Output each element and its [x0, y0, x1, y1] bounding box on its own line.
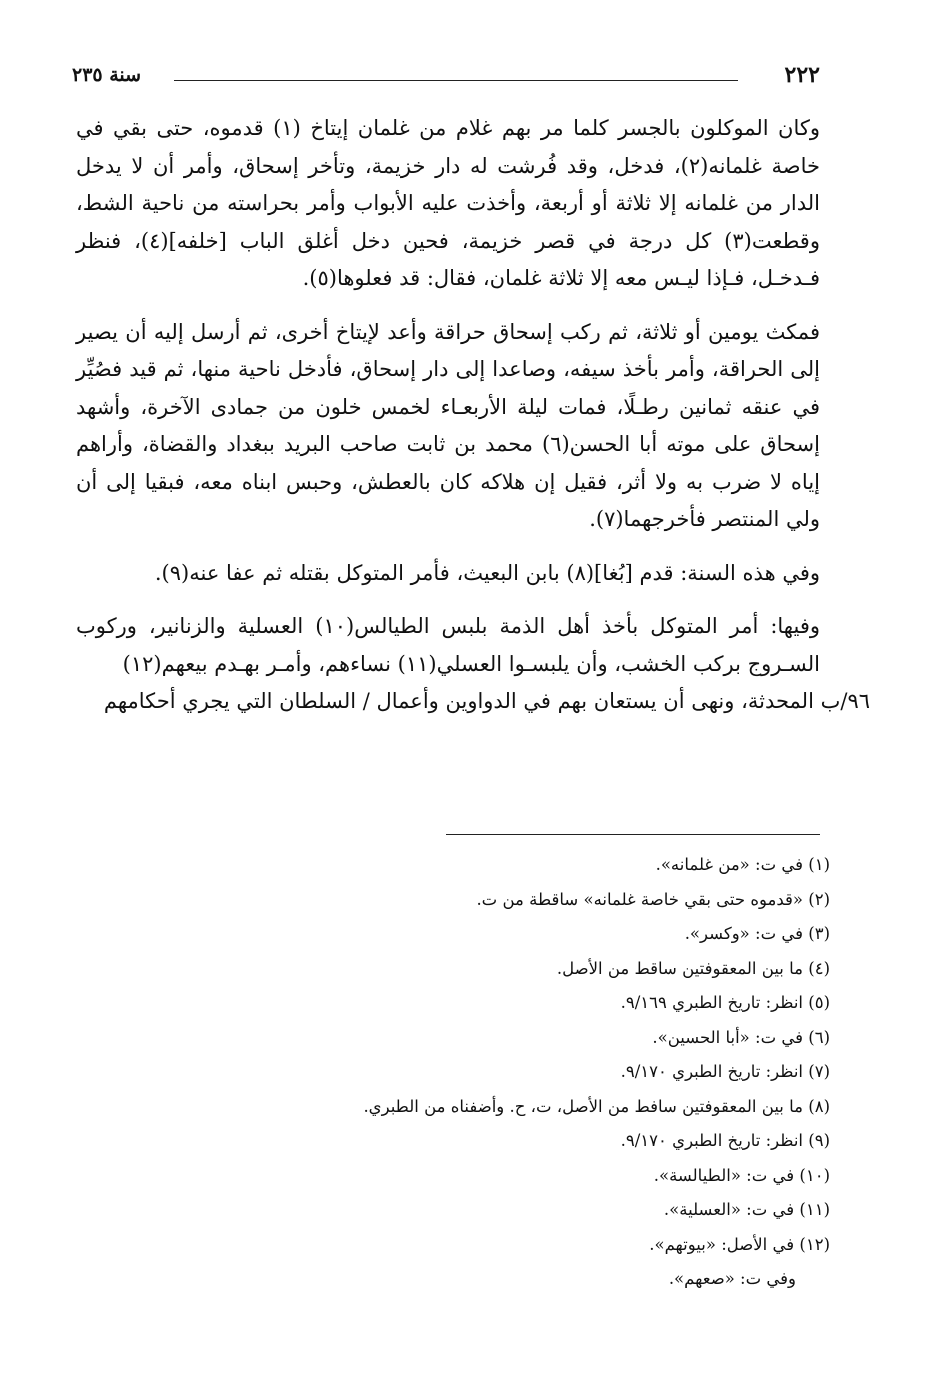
footnote: (٨) ما بين المعقوفتين سافط من الأصل، ت، ح. وأضفناه من الطبري.	[363, 1096, 830, 1116]
footnote: (٧) انظر: تاريخ الطبري ٩/١٧٠.	[620, 1062, 830, 1081]
footnote: (١٢) في الأصل: «بيوتهم».	[649, 1234, 830, 1254]
footnotes	[310, 848, 830, 1297]
footnote: (٦) في ت: «أبا الحسين».	[652, 1027, 830, 1047]
paragraph-4: وفيها: أمر المتوكل بأخذ أهل الذمة بلبس الطيالس(١٠) العسلية والزنانير، وركوب السـروج بركب الخشب، وأن يلبسـوا العسلي(١١) نساءهم، وأمـر بهـدم بيعهم(١٢)	[76, 614, 820, 676]
footnote: (٩) انظر: تاريخ الطبري ٩/١٧٠.	[620, 1131, 830, 1150]
paragraph-4-last-line: ٩٦/ب المحدثة، ونهى أن يستعان بهم في الدواوين وأعمال / السلطان التي يجري أحكامهم	[103, 689, 870, 713]
footnote: (٥) انظر: تاريخ الطبري ٩/١٦٩.	[620, 993, 830, 1012]
header-rule	[174, 80, 738, 81]
footnote: (٣) في ت: «وكسر».	[684, 924, 830, 943]
footnote: (١) في ت: «من غلمانه».	[655, 855, 830, 874]
footnote: (٢) «قدموه حتى بقي خاصة غلمانه» ساقطة من ت.	[476, 889, 830, 909]
paragraph-2: فمكث يومين أو ثلاثة، ثم ركب إسحاق حراقة وأعد لإيتاخ أخرى، ثم أرسل إليه أن يصير إلى الحراقة، وأمر بأخذ سيفه، وصاعدا إلى دار إسحاق، فأدخل ناحية منها، ثم قيد فصُيِّر في عنقه ثمانين رطـلًا، فمات ليلة الأربعـاء لخمس خلون من جمادى الآخرة، وأشهد إسحاق على موته أبا الحسن(٦) محمد بن ثابت صاحب البريد ببغداد والقضاة، وأراهم إياه لا ضرب به ولا أثر، فقيل إن هلاكه كان بالعطش، وحبس ابناه معه، فبقيا إلى أن ولي المنتصر فأخرجهما(٧).	[76, 319, 820, 531]
footnote-continuation: وفي ت: «صعهم».	[668, 1269, 796, 1288]
running-header	[72, 62, 820, 96]
footnote: (١٠) في ت: «الطيالسة».	[653, 1165, 830, 1185]
footnote-separator	[446, 834, 820, 835]
year-label: سنة ٢٣٥	[72, 64, 142, 86]
footnote: (١١) في ت: «العسلية».	[663, 1200, 830, 1219]
paragraph-1: وكان الموكلون بالجسر كلما مر بهم غلام من غلمان إيتاخ (١) قدموه، حتى بقي في خاصة غلمانه(٢)، فدخل، وقد فُرشت له دار خزيمة، وتأخر إسحاق، وأمر أن لا يدخل الدار من غلمانه إلا ثلاثة أو أربعة، وأخذت عليه الأبواب وأمر بحراسته من ناحية الشط، وقطعت(٣) كل درجة في قصر خزيمة، فحين دخل أغلق الباب [خلفه](٤)، فنظر فـدخـل، فـإذا ليـس معه إلا ثلاثة غلمان، فقال: قد فعلوها(٥).	[76, 116, 820, 290]
paragraph-3: وفي هذه السنة: قدم [بُغا](٨) بابن البعيث، فأمر المتوكل بقتله ثم عفا عنه(٩).	[154, 560, 820, 585]
footnote: (٤) ما بين المعقوفتين ساقط من الأصل.	[556, 958, 830, 978]
page-number: ٢٢٢	[784, 62, 820, 88]
main-text	[76, 110, 870, 721]
